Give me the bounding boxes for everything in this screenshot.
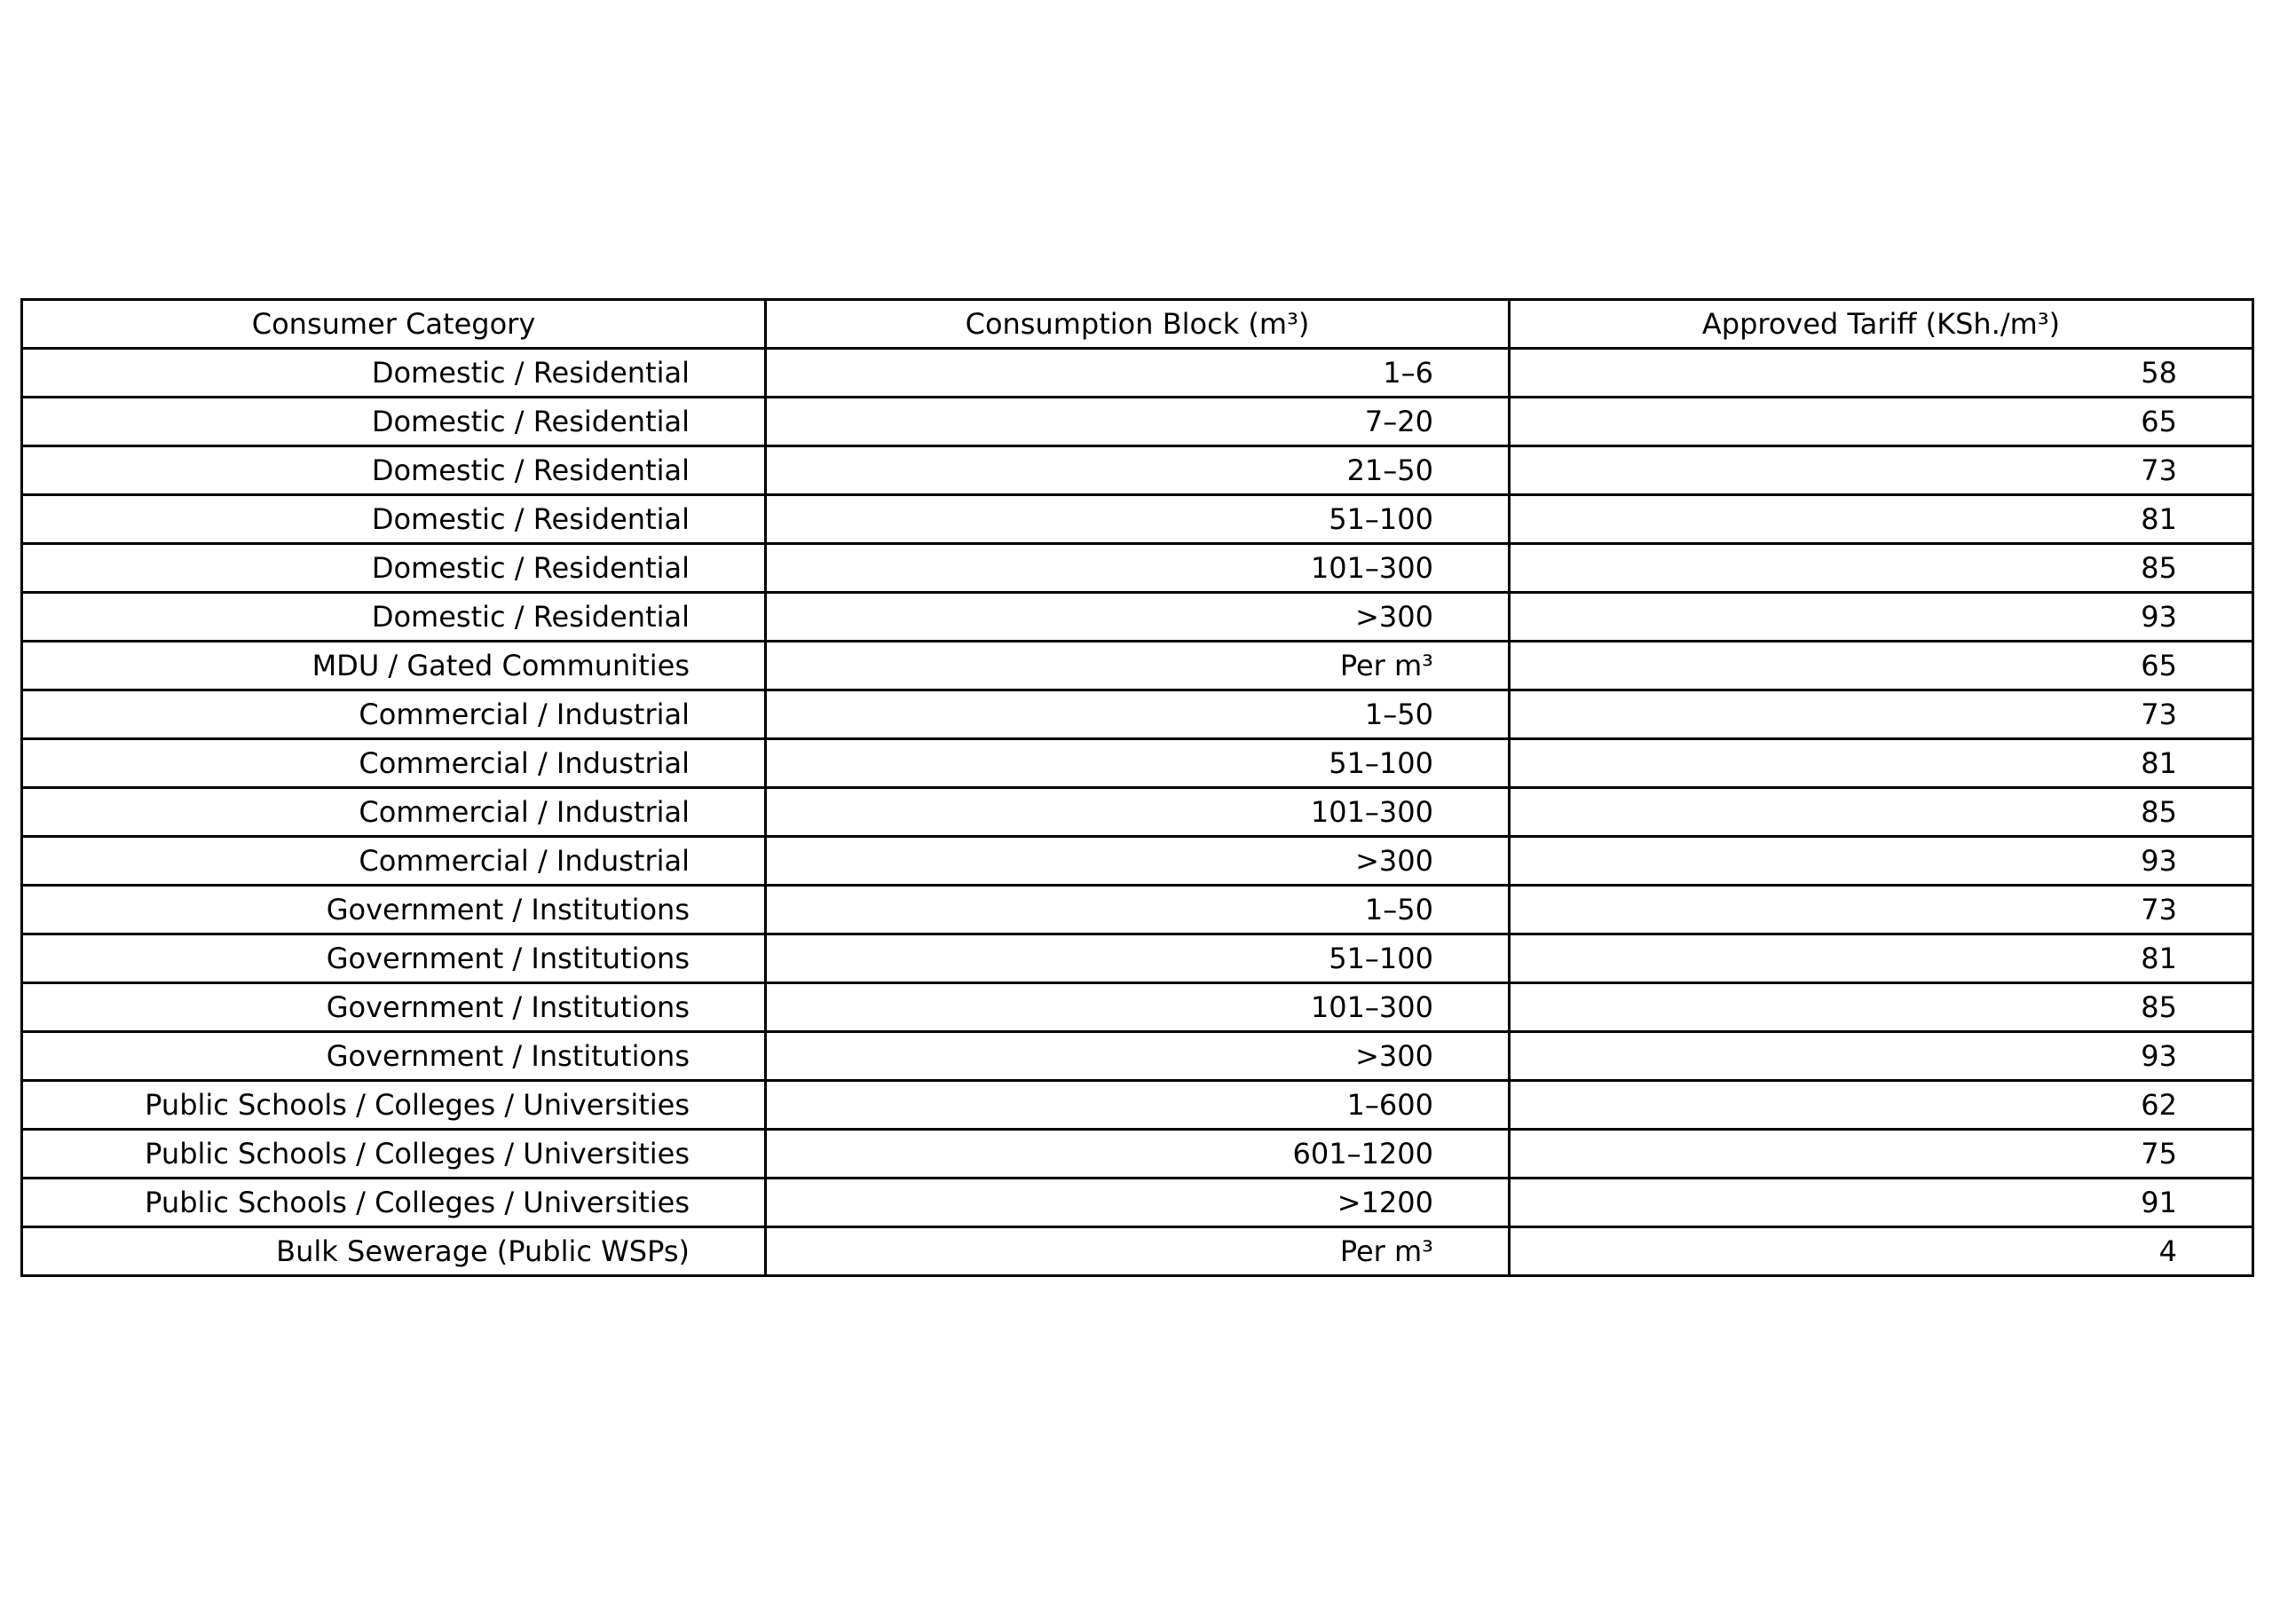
table-row	[22, 593, 2253, 642]
cell-consumption-block: 101–300	[766, 544, 1510, 593]
cell-approved-tariff: 4	[1510, 1227, 2253, 1276]
table-row	[22, 788, 2253, 837]
table-row	[22, 446, 2253, 495]
cell-approved-tariff: 93	[1510, 1032, 2253, 1081]
table-row	[22, 349, 2253, 398]
table-row	[22, 495, 2253, 544]
table-row	[22, 1081, 2253, 1130]
cell-approved-tariff: 81	[1510, 934, 2253, 983]
cell-approved-tariff: 65	[1510, 398, 2253, 446]
cell-consumer-category: Commercial / Industrial	[22, 739, 766, 788]
cell-approved-tariff: 75	[1510, 1130, 2253, 1179]
cell-consumption-block: 51–100	[766, 934, 1510, 983]
cell-consumer-category: Domestic / Residential	[22, 544, 766, 593]
cell-consumer-category: Domestic / Residential	[22, 593, 766, 642]
cell-consumption-block: >300	[766, 593, 1510, 642]
cell-consumer-category: Government / Institutions	[22, 983, 766, 1032]
table-row	[22, 739, 2253, 788]
table-row	[22, 1227, 2253, 1276]
cell-approved-tariff: 91	[1510, 1179, 2253, 1227]
cell-approved-tariff: 81	[1510, 739, 2253, 788]
header-consumption-block: Consumption Block (m³)	[766, 300, 1510, 349]
cell-consumer-category: Government / Institutions	[22, 934, 766, 983]
cell-consumer-category: Domestic / Residential	[22, 495, 766, 544]
cell-consumption-block: Per m³	[766, 1227, 1510, 1276]
table-row	[22, 1032, 2253, 1081]
table-header	[22, 300, 2253, 349]
cell-consumption-block: >1200	[766, 1179, 1510, 1227]
cell-approved-tariff: 93	[1510, 593, 2253, 642]
cell-consumer-category: Public Schools / Colleges / Universities	[22, 1081, 766, 1130]
cell-consumption-block: >300	[766, 1032, 1510, 1081]
cell-approved-tariff: 58	[1510, 349, 2253, 398]
cell-consumption-block: 1–600	[766, 1081, 1510, 1130]
header-row	[22, 300, 2253, 349]
cell-consumption-block: 1–50	[766, 690, 1510, 739]
table-row	[22, 934, 2253, 983]
tariff-table	[20, 298, 2254, 1277]
cell-consumer-category: Government / Institutions	[22, 1032, 766, 1081]
table-row	[22, 983, 2253, 1032]
header-approved-tariff: Approved Tariff (KSh./m³)	[1510, 300, 2253, 349]
cell-approved-tariff: 85	[1510, 983, 2253, 1032]
cell-consumption-block: 51–100	[766, 495, 1510, 544]
cell-consumer-category: Domestic / Residential	[22, 398, 766, 446]
cell-consumption-block: 21–50	[766, 446, 1510, 495]
cell-consumption-block: 101–300	[766, 788, 1510, 837]
cell-consumption-block: >300	[766, 837, 1510, 886]
cell-consumer-category: Commercial / Industrial	[22, 837, 766, 886]
cell-consumption-block: 7–20	[766, 398, 1510, 446]
cell-consumer-category: Government / Institutions	[22, 886, 766, 934]
cell-approved-tariff: 73	[1510, 886, 2253, 934]
cell-consumer-category: Public Schools / Colleges / Universities	[22, 1179, 766, 1227]
cell-consumer-category: Domestic / Residential	[22, 349, 766, 398]
cell-consumer-category: Public Schools / Colleges / Universities	[22, 1130, 766, 1179]
cell-consumer-category: MDU / Gated Communities	[22, 642, 766, 690]
cell-consumption-block: 1–50	[766, 886, 1510, 934]
cell-consumption-block: 1–6	[766, 349, 1510, 398]
cell-consumer-category: Domestic / Residential	[22, 446, 766, 495]
header-consumer-category: Consumer Category	[22, 300, 766, 349]
cell-consumer-category: Commercial / Industrial	[22, 788, 766, 837]
table-row	[22, 1130, 2253, 1179]
table-row	[22, 398, 2253, 446]
cell-approved-tariff: 81	[1510, 495, 2253, 544]
cell-approved-tariff: 73	[1510, 446, 2253, 495]
table-row	[22, 544, 2253, 593]
cell-consumer-category: Commercial / Industrial	[22, 690, 766, 739]
cell-consumption-block: Per m³	[766, 642, 1510, 690]
table-row	[22, 837, 2253, 886]
table-body	[22, 349, 2253, 1276]
cell-consumption-block: 601–1200	[766, 1130, 1510, 1179]
cell-approved-tariff: 85	[1510, 544, 2253, 593]
table-row	[22, 690, 2253, 739]
cell-approved-tariff: 65	[1510, 642, 2253, 690]
table-row	[22, 886, 2253, 934]
cell-consumption-block: 51–100	[766, 739, 1510, 788]
cell-approved-tariff: 85	[1510, 788, 2253, 837]
table-row	[22, 1179, 2253, 1227]
table-row	[22, 642, 2253, 690]
cell-consumption-block: 101–300	[766, 983, 1510, 1032]
cell-consumer-category: Bulk Sewerage (Public WSPs)	[22, 1227, 766, 1276]
cell-approved-tariff: 62	[1510, 1081, 2253, 1130]
cell-approved-tariff: 73	[1510, 690, 2253, 739]
cell-approved-tariff: 93	[1510, 837, 2253, 886]
